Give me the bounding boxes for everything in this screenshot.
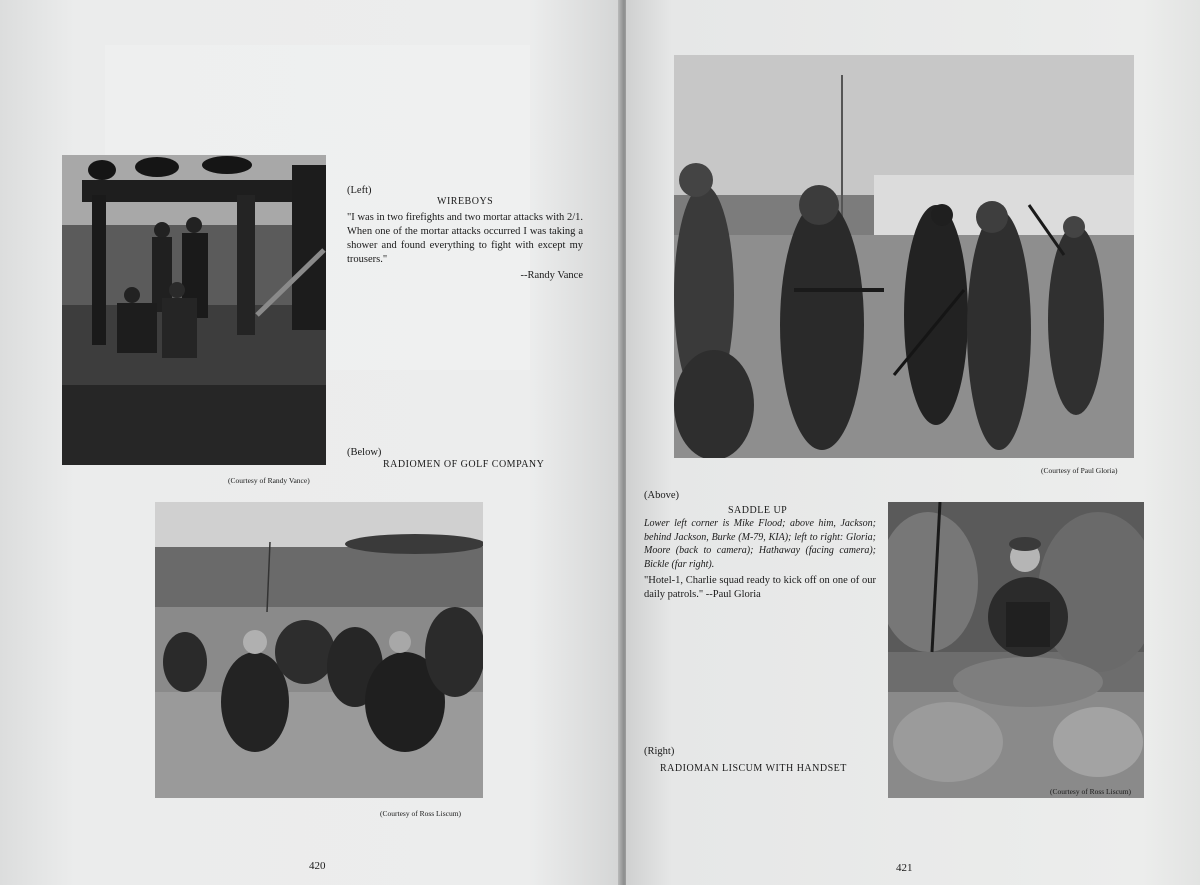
photo-saddle-up [674, 55, 1134, 458]
saddle-up-position-label: (Above) [644, 490, 679, 501]
radiomen-title: RADIOMEN OF GOLF COMPANY [383, 459, 545, 470]
liscum-credit: (Courtesy of Ross Liscum) [1050, 787, 1132, 796]
saddle-up-description: Lower left corner is Mike Flood; above him, Jackson; behind Jackson, Burke (M-79, KIA); left to right: Gloria; Moore (back to camera); Hathaway (facing camera); Bickle (far right). [644, 518, 876, 570]
wireboys-title: WIREBOYS [437, 196, 494, 207]
saddle-up-title: SADDLE UP [728, 505, 788, 516]
photo-saddle-up-image [674, 55, 1134, 458]
page-number-left: 420 [309, 860, 326, 872]
wireboys-credit: (Courtesy of Randy Vance) [228, 476, 310, 485]
radiomen-credit: (Courtesy of Ross Liscum) [380, 809, 462, 818]
photo-radiomen-golf-company [155, 502, 483, 798]
radiomen-position-label: (Below) [347, 447, 382, 458]
saddle-up-quote-text: "Hotel-1, Charlie squad ready to kick off on one of our daily patrols." [644, 575, 876, 600]
photo-wireboys [62, 155, 326, 465]
wireboys-position-label: (Left) [347, 185, 372, 196]
page-number-right: 421 [896, 862, 913, 874]
wireboys-quote: "I was in two firefights and two mortar attacks with 2/1. When one of the mortar attacks occurred I was taking a shower and found everything to fight with except my trousers." [347, 212, 583, 265]
photo-radiomen-image [155, 502, 483, 798]
saddle-up-credit: (Courtesy of Paul Gloria) [1041, 466, 1118, 475]
photo-radioman-liscum [888, 502, 1144, 798]
saddle-up-attribution: --Paul Gloria [705, 588, 761, 600]
photo-wireboys-image [62, 155, 326, 465]
saddle-up-quote [644, 574, 876, 601]
right-page [626, 0, 1200, 885]
wireboys-attribution: --Randy Vance [520, 270, 583, 281]
photo-liscum-image [888, 502, 1144, 798]
liscum-position-label: (Right) [644, 746, 675, 757]
liscum-title: RADIOMAN LISCUM WITH HANDSET [660, 763, 847, 774]
